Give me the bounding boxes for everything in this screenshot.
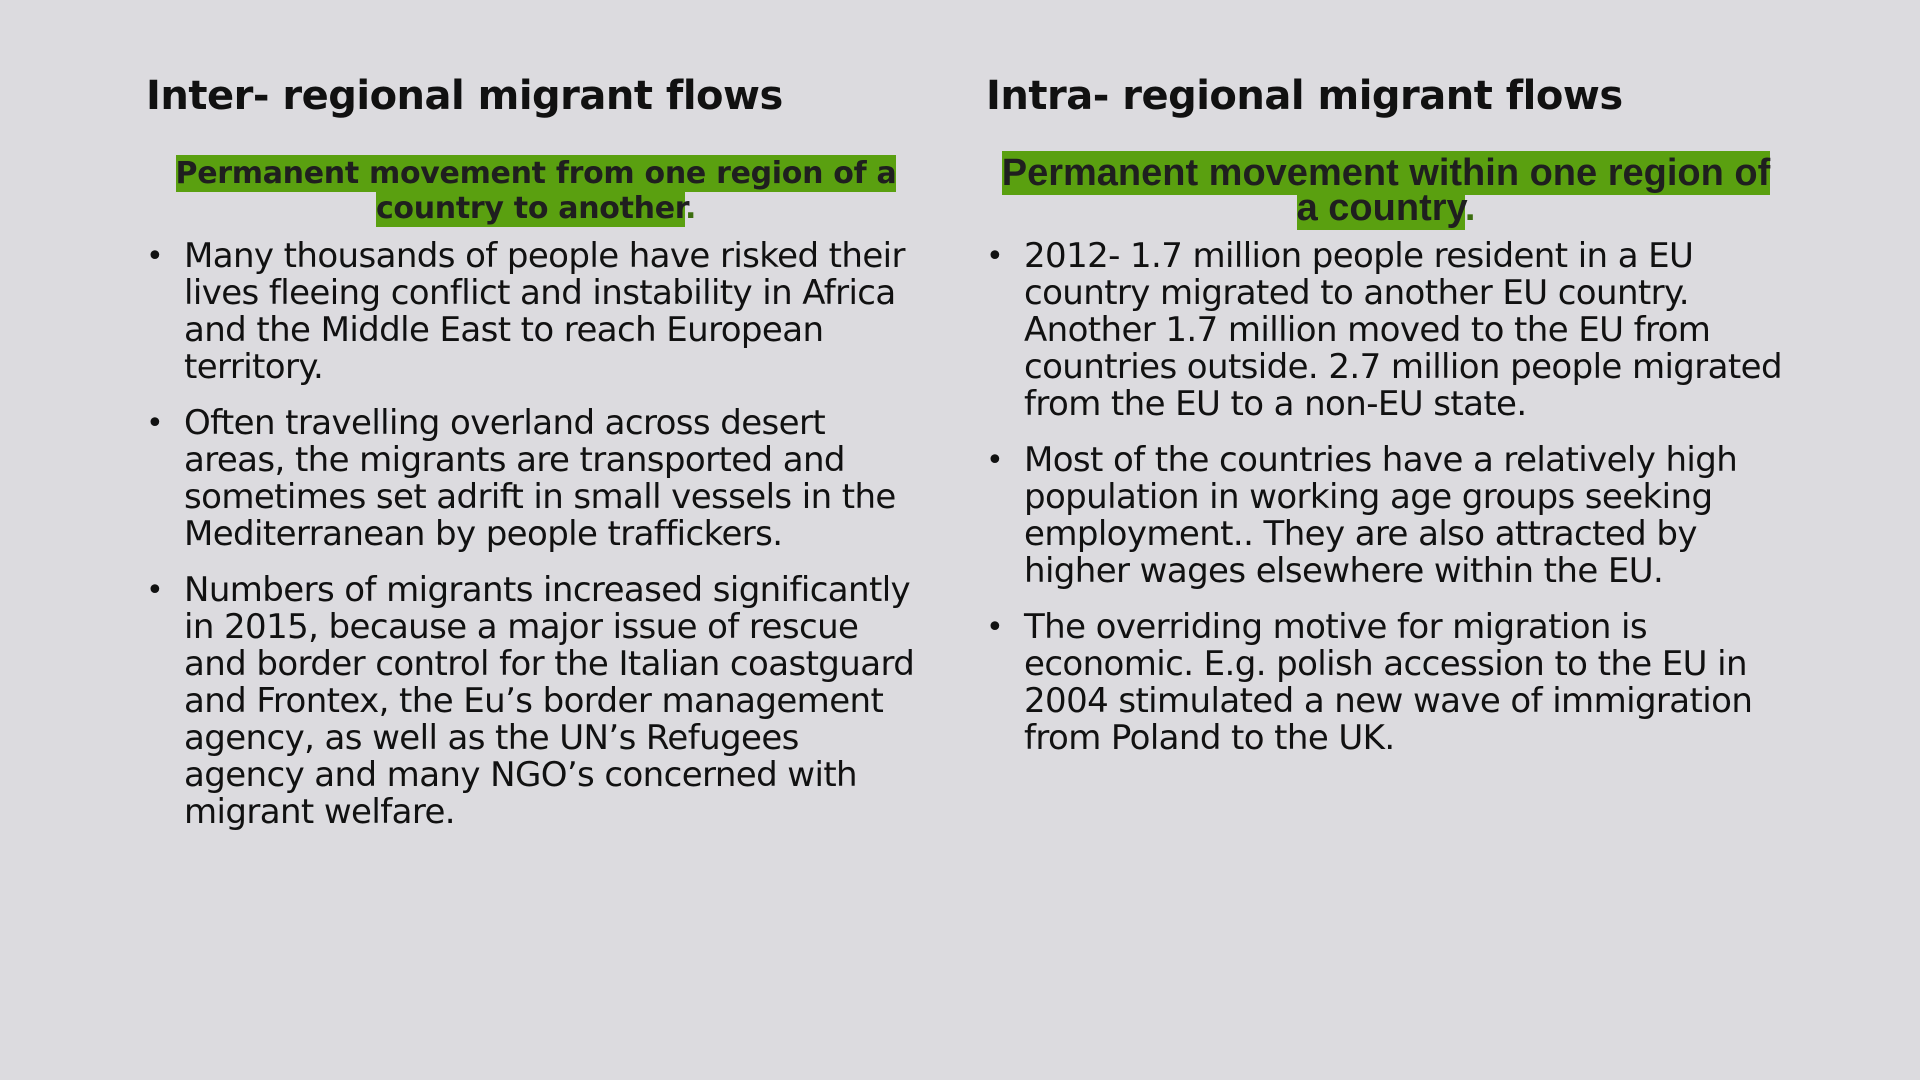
right-column (986, 70, 1786, 776)
right-definition (986, 152, 1786, 229)
bullet-text: Most of the countries have a relatively high population in working age groups seeking employment.. They are also attracted by higher wages elsewhere within the EU. (1024, 440, 1738, 591)
bullet-icon: • (146, 573, 164, 608)
bullet-icon: • (986, 239, 1004, 274)
list-item (986, 238, 1786, 423)
bullet-icon: • (986, 443, 1004, 478)
right-definition-highlight: Permanent movement within one region of a country (1001, 152, 1771, 229)
right-bullet-list (986, 238, 1786, 757)
right-definition-end: . (1464, 187, 1476, 229)
list-item (986, 442, 1786, 590)
right-heading: Intra- regional migrant flows (986, 73, 1623, 119)
left-heading: Inter- regional migrant flows (146, 73, 783, 119)
bullet-icon: • (146, 239, 164, 274)
left-definition (146, 156, 926, 226)
left-column (146, 70, 926, 850)
left-definition-highlight: Permanent movement from one region of a country to another (175, 156, 897, 226)
list-item (146, 572, 926, 831)
bullet-icon: • (986, 610, 1004, 645)
bullet-text: The overriding motive for migration is economic. E.g. polish accession to the EU in 2004 stimulated a new wave of immigration from Poland to the UK. (1024, 607, 1753, 758)
list-item (986, 609, 1786, 757)
left-definition-end: . (684, 191, 697, 226)
left-bullet-list (146, 238, 926, 831)
bullet-text: Numbers of migrants increased significantly in 2015, because a major issue of rescue and border control for the Italian coastguard and Frontex, the Eu’s border management agency, as well as the UN’s Refugees agency and many NGO’s concerned with migrant welfare. (184, 570, 915, 832)
bullet-text: Often travelling overland across desert areas, the migrants are transported and sometimes set adrift in small vessels in the Mediterranean by people traffickers. (184, 403, 896, 554)
list-item (146, 238, 926, 386)
bullet-text: 2012- 1.7 million people resident in a EU country migrated to another EU country. Another 1.7 million moved to the EU from countries outside. 2.7 million people migrated from the EU to a non-EU state. (1024, 236, 1782, 424)
bullet-text: Many thousands of people have risked their lives fleeing conflict and instability in Africa and the Middle East to reach European territory. (184, 236, 905, 387)
bullet-icon: • (146, 406, 164, 441)
list-item (146, 405, 926, 553)
